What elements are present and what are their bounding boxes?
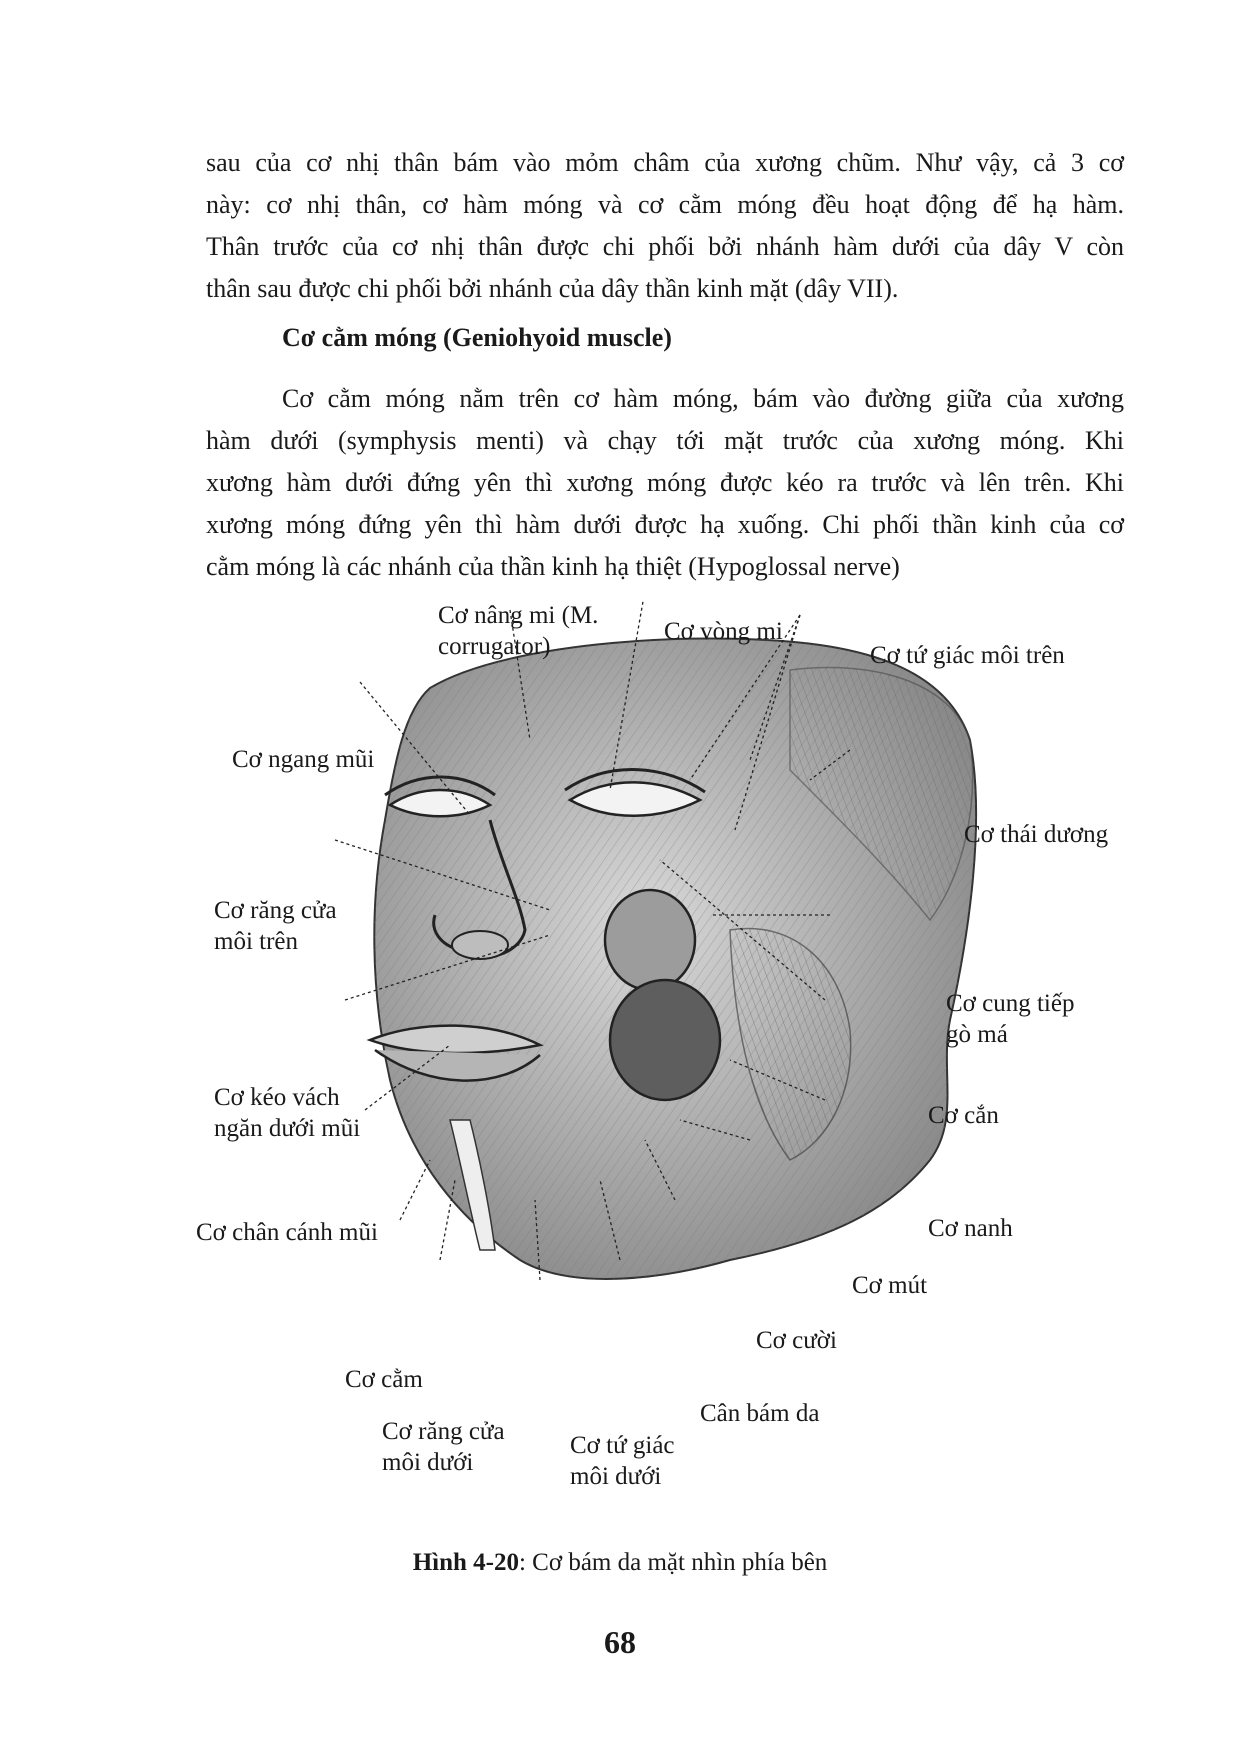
face-illustration (190, 600, 1140, 1520)
caption-number: Hình 4-20 (412, 1549, 519, 1576)
label-line: Cơ cung tiếp (946, 990, 1075, 1017)
label-nanh: Cơ nanh (928, 1215, 1013, 1242)
figure-caption (0, 1549, 1240, 1577)
label-line: Cơ răng cửa (382, 1418, 505, 1445)
paragraph-1 (206, 142, 1124, 310)
label-cung-tiep-go-ma (946, 988, 1074, 1050)
text-line: hàm dưới (symphysis menti) và chạy tới mặt trước của xương móng. Khi (206, 426, 1124, 455)
text-line: xương móng đứng yên thì hàm dưới được hạ xuống. Chi phối thần kinh của cơ (206, 510, 1124, 539)
label-cuoi: Cơ cười (756, 1327, 837, 1354)
text-line: này: cơ nhị thân, cơ hàm móng và cơ cằm móng đều hoạt động để hạ hàm. (206, 190, 1124, 219)
label-rang-cua-moi-tren (214, 895, 337, 957)
label-tu-giac-moi-duoi (570, 1430, 675, 1492)
text-line: sau của cơ nhị thân bám vào mỏm châm của xương chũm. Như vậy, cả 3 cơ (206, 148, 1124, 177)
label-tu-giac-moi-tren: Cơ tứ giác môi trên (870, 642, 1065, 669)
label-line: Cơ răng cửa (214, 897, 337, 924)
text-line: Thân trước của cơ nhị thân được chi phối bởi nhánh hàm dưới của dây V còn (206, 232, 1124, 261)
label-thai-duong: Cơ thái dương (964, 821, 1109, 848)
label-line: gò má (946, 1021, 1008, 1048)
paragraph-2 (206, 378, 1124, 588)
label-line: Cơ nâng mi (M. (438, 602, 599, 629)
label-can: Cơ cắn (928, 1102, 999, 1129)
label-line: môi trên (214, 928, 299, 955)
label-line: corrugator) (438, 633, 551, 660)
label-mut: Cơ mút (852, 1272, 928, 1299)
label-can-bam-da: Cân bám da (700, 1400, 820, 1427)
label-line: ngăn dưới mũi (214, 1115, 361, 1142)
label-ngang-mui: Cơ ngang mũi (232, 746, 375, 773)
text-line: thân sau được chi phối bởi nhánh của dây thần kinh mặt (dây VII). (206, 274, 899, 303)
text-line: Cơ cằm móng nằm trên cơ hàm móng, bám vào đường giữa của xương (282, 384, 1124, 413)
label-keo-vach (214, 1082, 360, 1144)
page-number: 68 (604, 1624, 636, 1660)
text-line: cằm móng là các nhánh của thần kinh hạ thiệt (Hypoglossal nerve) (206, 552, 900, 581)
label-nang-mi (438, 600, 598, 662)
facial-muscles-figure (190, 600, 1140, 1520)
text-line: xương hàm dưới đứng yên thì xương móng được kéo ra trước và lên trên. Khi (206, 468, 1124, 497)
label-vong-mi: Cơ vòng mi (664, 618, 783, 645)
label-cam: Cơ cằm (345, 1366, 423, 1393)
section-heading: Cơ cằm móng (Geniohyoid muscle) (282, 323, 672, 352)
label-line: môi dưới (382, 1449, 474, 1476)
label-line: môi dưới (570, 1463, 662, 1490)
label-rang-cua-moi-duoi (382, 1416, 505, 1478)
label-chan-canh-mui: Cơ chân cánh mũi (196, 1219, 378, 1246)
label-line: Cơ tứ giác (570, 1432, 675, 1459)
caption-text: : Cơ bám da mặt nhìn phía bên (518, 1549, 828, 1576)
label-line: Cơ kéo vách (214, 1084, 340, 1111)
